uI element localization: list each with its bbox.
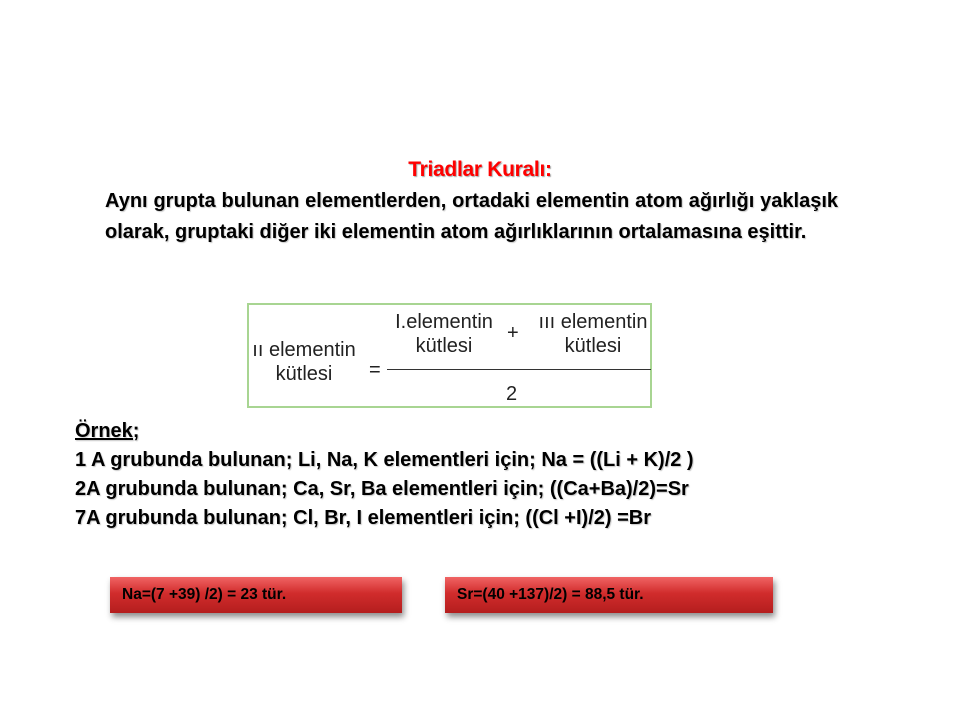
example-line-2a: 2A grubunda bulunan; Ca, Sr, Ba elementleri için; ((Ca+Ba)/2)=Sr [75, 478, 689, 500]
formula-num2-line2: kütlesi [564, 335, 622, 357]
formula-numerator-third [534, 310, 652, 358]
formula-num2-line1: ııı elementin [538, 311, 648, 333]
formula-lhs-line2: kütlesi [275, 363, 333, 385]
fraction-bar [387, 369, 651, 370]
rule-description: Aynı grupta bulunan elementlerden, ortadaki elementin atom ağırlığı yaklaşık olarak, gruptaki diğer iki elementin atom ağırlıklarının ortalamasına eşittir. [105, 190, 838, 243]
formula-denominator: 2 [506, 383, 518, 405]
example-section [75, 417, 694, 533]
slide-title: Triadlar Kuralı: [408, 158, 552, 181]
example-title: Örnek; [75, 420, 140, 442]
formula-plus-sign: + [507, 322, 519, 344]
formula-numerator-first [384, 310, 504, 358]
triad-formula [247, 303, 652, 408]
formula-equals-sign: = [369, 359, 381, 381]
formula-num1-line1: I.elementin [395, 311, 493, 333]
formula-lhs [249, 338, 359, 386]
sr-result-box: Sr=(40 +137)/2) = 88,5 tür. [445, 577, 773, 613]
na-result-box: Na=(7 +39) /2) = 23 tür. [110, 577, 402, 613]
example-line-7a: 7A grubunda bulunan; Cl, Br, I elementleri için; ((Cl +I)/2) =Br [75, 507, 651, 529]
formula-num1-line2: kütlesi [415, 335, 473, 357]
formula-lhs-line1: ıı elementin [252, 339, 356, 361]
example-line-1a: 1 A grubunda bulunan; Li, Na, K elementleri için; Na = ((Li + K)/2 ) [75, 449, 694, 471]
